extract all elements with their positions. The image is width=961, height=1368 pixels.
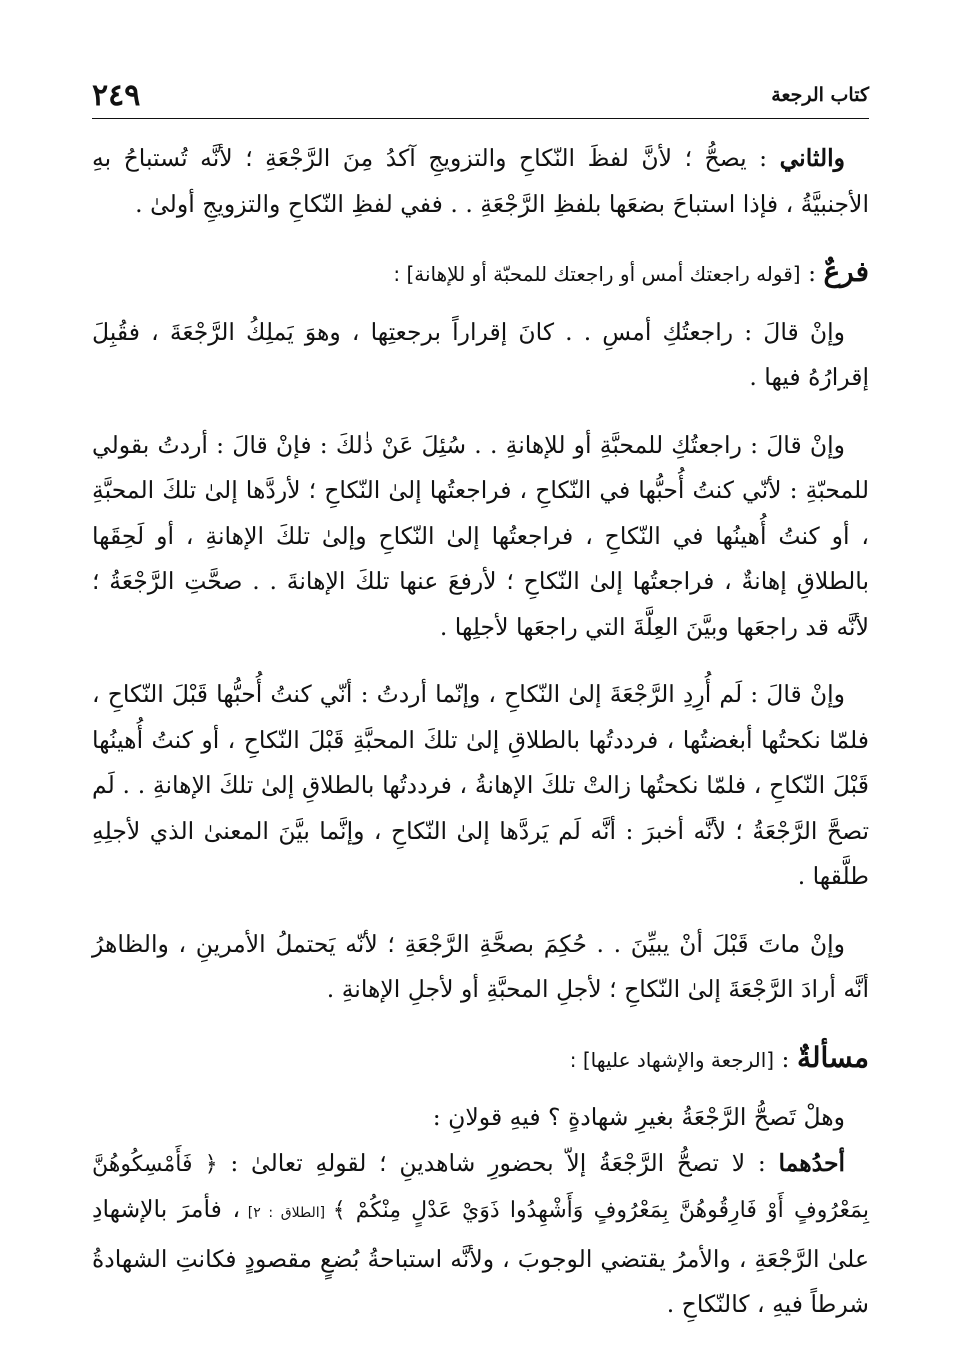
heading-topic: [قوله راجعتك أمس أو راجعتك للمحبّة أو للإهانة] : xyxy=(393,262,801,286)
paragraph-first-view xyxy=(92,1141,869,1328)
heading-separator: : xyxy=(774,1044,797,1073)
quran-verse: ﴿ فَأَمْسِكُوهُنَّ بِمَعْرُوفٍ أَوْ فَارِقُوهُنَّ بِمَعْرُوفٍ وَأَشْهِدُوا ذَوَيْ عَدْلٍ مِنْكُمْ ﴾ xyxy=(92,1151,869,1223)
paragraph-second-view xyxy=(92,136,869,227)
heading-separator: : xyxy=(800,259,824,287)
heading-label: مسألةٌ xyxy=(796,1040,869,1074)
page-number: ٢٤٩ xyxy=(92,78,141,113)
paragraph-text: : يصحُّ ؛ لأنَّ لفظَ النّكاحِ والتزويجِ آكدُ مِنَ الرَّجْعَةِ ؛ لأنَّه تُستباحُ بهِ الأجنبيَّةُ ، فإذا استباحَ بضعَها بلفظِ الرَّجْعَةِ . . ففي لفظِ النّكاحِ والتزويجِ أولىٰ . xyxy=(92,144,869,218)
section-heading-far xyxy=(92,249,869,298)
paragraph-not-intended: وإنْ قالَ : لَم أُرِدِ الرَّجْعَةَ إلىٰ النّكاحِ ، وإنّما أردتُ : أنّي كنتُ أُحبُّها قَبْلَ النّكاحِ ، فلمّا نكحتُها أبغضتُها ، فرددتُها بالطلاقِ إلىٰ تلكَ المحبَّةِ قَبْلَ النّكاحِ ، أو كنتُ أُهينُها قَبْلَ النّكاحِ ، فلمّا نكحتُها زالتْ تلكَ الإهانةُ ، فرددتُها بالطلاقِ إلىٰ تلكَ الإهانةِ . . لَم تصحَّ الرَّجْعَةُ ؛ لأنَّه أخبرَ : أنَّه لَم يَردَّها إلىٰ النّكاحِ ، وإنَّما بيَّنَ المعنىٰ الذي لأجلِهِ طلَّقها . xyxy=(92,680,869,890)
running-header xyxy=(92,78,869,119)
lead-word: والثاني xyxy=(779,144,845,172)
verse-reference: [الطلاق : ٢] xyxy=(240,1205,333,1221)
page-body xyxy=(92,136,869,1350)
heading-label: فرعٌ xyxy=(823,255,869,288)
book-title: كتاب الرجعة xyxy=(771,84,869,106)
lead-word: أحدُهما xyxy=(778,1148,845,1177)
paragraph-text: : لا تصحُّ الرَّجْعَةُ إلاّ بحضورِ شاهدينِ ؛ لقولهِ تعالىٰ : xyxy=(217,1148,779,1177)
section-heading-masala xyxy=(92,1035,869,1084)
paragraph-text: ، فأمرَ بالإشهادِ علىٰ الرَّجْعَةِ ، والأمرُ يقتضي الوجوبَ ، ولأنَّه استباحةُ بُضعٍ مقصودٍ فكانتِ الشهادةُ شرطاً فيهِ ، كالنّكاحِ . xyxy=(92,1195,869,1318)
paragraph-death-before-clarify: وإنْ ماتَ قَبْلَ أنْ يبيِّنَ . . حُكِمَ بصحَّةِ الرَّجْعَةِ ؛ لأنّه يَحتملُ الأمرينِ ، والظاهرُ أنَّه أرادَ الرَّجْعَةَ إلىٰ النّكاحِ ؛ لأجلِ المحبَّةِ أو لأجلِ الإهانةِ . xyxy=(92,929,869,1003)
paragraph-yesterday: وإنْ قالَ : راجعتُكِ أمسِ . . كانَ إقراراً برجعتِها ، وهوَ يَملِكُ الرَّجْعَةَ ، فقُبِلَ إقرارُهُ فيها . xyxy=(92,317,869,391)
heading-topic: [الرجعة والإشهاد عليها] : xyxy=(569,1047,775,1072)
paragraph-love-or-humiliation: وإنْ قالَ : راجعتُكِ للمحبَّةِ أو للإهانةِ . . سُئِلَ عَنْ ذٰلكَ : فإنْ قالَ : أردتُ بقولي للمحبّةِ : لأنّي كنتُ أُحبُّها في النّكاحِ ، فراجعتُها إلىٰ النّكاحِ ؛ لأردَّها إلىٰ تلكَ المحبَّةِ ، أو كنتُ أُهينُها في النّكاحِ ، فراجعتُها إلىٰ النّكاحِ وإلىٰ تلكَ الإهانةِ ، أو لَحِقَها بالطلاقِ إهانةٌ ، فراجعتُها إلىٰ النّكاحِ ؛ لأرفعَ عنها تلكَ الإهانةَ . . صحَّتِ الرَّجْعَةُ ؛ لأنَّه قد راجعَها وبيَّنَ العِلَّةَ التي راجعَها لأجلِها . xyxy=(92,430,869,641)
paragraph-question: وهلْ تَصحُّ الرَّجْعَةُ بغيرِ شهادةٍ ؟ فيهِ قولانِ : xyxy=(432,1103,845,1131)
